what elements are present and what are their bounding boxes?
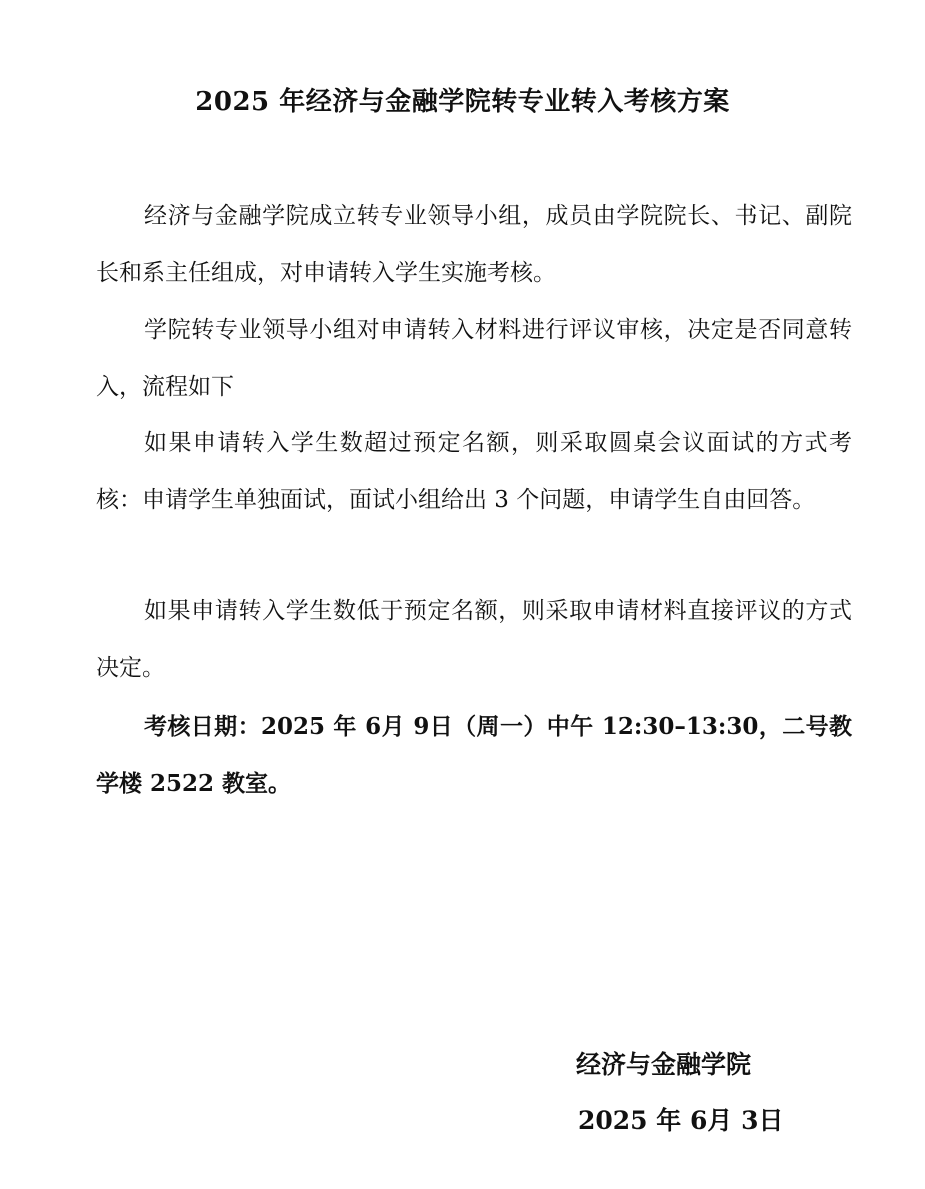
signature-date: 2025 年 6月 3日 <box>578 1106 784 1135</box>
document-title: 2025 年经济与金融学院转专业转入考核方案 <box>195 87 730 117</box>
paragraph-direct-review: 如果申请转入学生数低于预定名额，则采取申请材料直接评议的方式决定。 <box>96 598 852 681</box>
paragraph-exam-date: 考核日期：2025 年 6月 9日（周一）中午 12:30–13:30，二号教学楼 2522 教室。 <box>96 713 852 797</box>
paragraph-review-process: 学院转专业领导小组对申请转入材料进行评议审核，决定是否同意转入，流程如下 <box>96 317 852 400</box>
paragraph-leadership-group: 经济与金融学院成立转专业领导小组，成员由学院院长、书记、副院长和系主任组成，对申请转入学生实施考核。 <box>96 203 852 286</box>
signature-organization: 经济与金融学院 <box>576 1050 752 1079</box>
paragraph-interview-method: 如果申请转入学生数超过预定名额，则采取圆桌会议面试的方式考核：申请学生单独面试，面试小组给出 3 个问题，申请学生自由回答。 <box>96 430 852 513</box>
